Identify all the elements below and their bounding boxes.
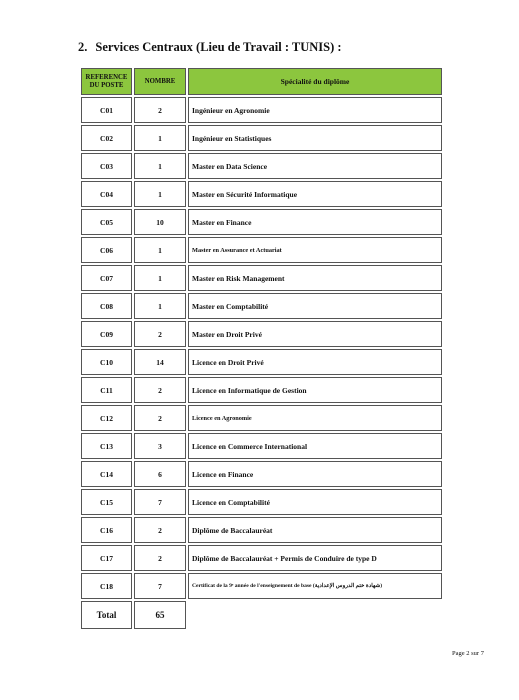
section-heading [78,40,342,55]
row-nombre: 2 [134,517,186,543]
row-nombre: 14 [134,349,186,375]
row-reference: C07 [81,265,132,291]
row-specialite: Licence en Droit Privé [188,349,442,375]
header-specialite: Spécialité du diplôme [188,68,442,95]
row-specialite: Master en Comptabilité [188,293,442,319]
row-nombre: 2 [134,545,186,571]
total-empty-cell [188,601,442,629]
row-specialite: Diplôme de Baccalauréat + Permis de Conduire de type D [188,545,442,571]
table-row [81,377,442,403]
row-nombre: 1 [134,237,186,263]
row-specialite: Master en Finance [188,209,442,235]
row-reference: C18 [81,573,132,599]
table-row [81,209,442,235]
row-specialite: Ingénieur en Statistiques [188,125,442,151]
row-reference: C02 [81,125,132,151]
row-specialite: Licence en Commerce International [188,433,442,459]
row-specialite: Master en Risk Management [188,265,442,291]
table-row [81,433,442,459]
row-reference: C13 [81,433,132,459]
row-reference: C10 [81,349,132,375]
row-specialite: Diplôme de Baccalauréat [188,517,442,543]
row-specialite: Licence en Comptabilité [188,489,442,515]
row-reference: C11 [81,377,132,403]
table-row [81,97,442,123]
row-reference: C15 [81,489,132,515]
row-nombre: 2 [134,321,186,347]
row-reference: C03 [81,153,132,179]
row-specialite: Licence en Agronomie [188,405,442,431]
row-specialite: Licence en Informatique de Gestion [188,377,442,403]
row-specialite: Master en Assurance et Actuariat [188,237,442,263]
row-specialite: Master en Data Science [188,153,442,179]
row-reference: C12 [81,405,132,431]
row-reference: C16 [81,517,132,543]
page-number: Page 2 sur 7 [452,650,484,657]
row-nombre: 2 [134,405,186,431]
table-row [81,517,442,543]
table-row [81,321,442,347]
table-header-row [81,68,442,95]
row-nombre: 1 [134,293,186,319]
header-reference: REFERENCE DU POSTE [81,68,132,95]
row-nombre: 7 [134,573,186,599]
row-specialite: Master en Sécurité Informatique [188,181,442,207]
row-reference: C06 [81,237,132,263]
row-nombre: 2 [134,97,186,123]
positions-table [79,66,444,631]
table-row [81,573,442,599]
row-nombre: 10 [134,209,186,235]
table-row [81,237,442,263]
table-row [81,293,442,319]
row-specialite: Licence en Finance [188,461,442,487]
table-row [81,153,442,179]
section-title: Services Centraux (Lieu de Travail : TUNIS) : [95,40,342,54]
table-row [81,405,442,431]
row-reference: C09 [81,321,132,347]
row-specialite: Master en Droit Privé [188,321,442,347]
row-nombre: 1 [134,125,186,151]
table-row [81,545,442,571]
row-nombre: 3 [134,433,186,459]
table-row [81,489,442,515]
row-reference: C17 [81,545,132,571]
table-row [81,461,442,487]
row-reference: C08 [81,293,132,319]
header-nombre: NOMBRE [134,68,186,95]
row-nombre: 2 [134,377,186,403]
total-row [81,601,442,629]
table-row [81,125,442,151]
row-reference: C04 [81,181,132,207]
row-nombre: 1 [134,265,186,291]
row-reference: C01 [81,97,132,123]
table-row [81,265,442,291]
row-specialite: Certificat de la 9ᵉ année de l'enseignement de base (شهادة ختم الدروس الإعدادية) [188,573,442,599]
row-reference: C05 [81,209,132,235]
row-specialite: Ingénieur en Agronomie [188,97,442,123]
table-row [81,349,442,375]
row-nombre: 1 [134,153,186,179]
total-label: Total [81,601,132,629]
row-nombre: 7 [134,489,186,515]
table-row [81,181,442,207]
section-number: 2. [78,40,88,54]
row-nombre: 1 [134,181,186,207]
row-nombre: 6 [134,461,186,487]
row-reference: C14 [81,461,132,487]
total-value: 65 [134,601,186,629]
